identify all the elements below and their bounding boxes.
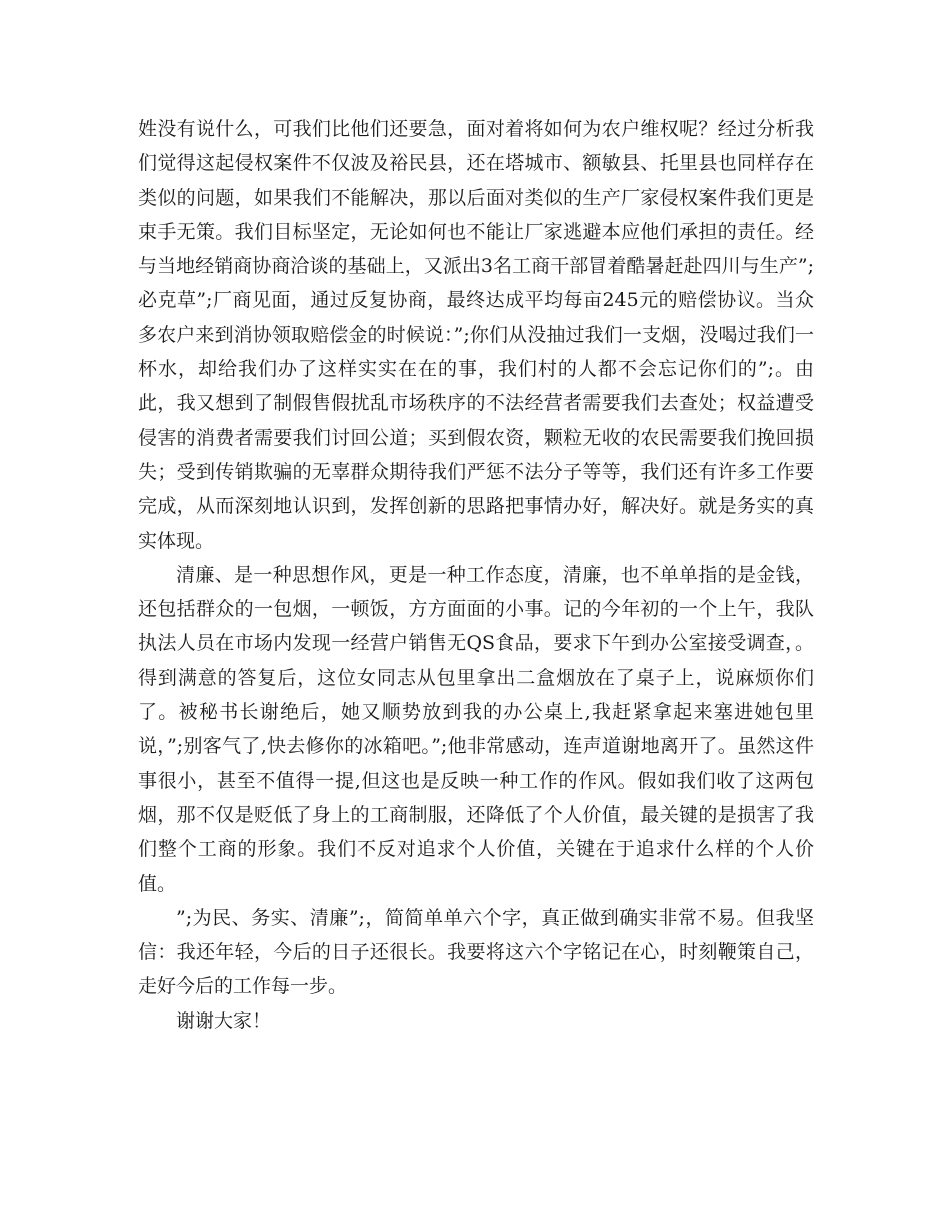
paragraph-conclusion: ”;为民、务实、清廉”;，简简单单六个字，真正做到确实非常不易。但我坚信：我还年轻，今后的日子还很长。我要将这六个字铭记在心，时刻鞭策自己，走好今后的工作每一步。 <box>138 906 814 998</box>
paragraph-integrity: 清廉、是一种思想作风，更是一种工作态度，清廉，也不单单指的是金钱，还包括群众的一包烟，一顿饭，方方面面的小事。记的今年初的一个上午，我队执法人员在市场内发现一经营户销售无QS食品，要求下午到办公室接受调查，。得到满意的答复后，这位女同志从包里拿出二盒烟放在了桌子上，说麻烦你们了。被秘书长谢绝后，她又顺势放到我的办公桌上,我赶紧拿起来塞进她包里说，”;别客气了,快去修你的冰箱吧。”;他非常感动，连声道谢地离开了。虽然这件事很小，甚至不值得一提,但这也是反映一种工作的作风。假如我们收了这两包烟，那不仅是贬低了身上的工商制服，还降低了个人价值，最关键的是损害了我们整个工商的形象。我们不反对追求个人价值，关键在于追求什么样的个人价值。 <box>138 563 814 895</box>
paragraph-thanks: 谢谢大家！ <box>176 1009 272 1032</box>
document-body <box>138 112 814 1038</box>
paragraph-continuation: 姓没有说什么，可我们比他们还要急，面对着将如何为农户维权呢？经过分析我们觉得这起侵权案件不仅波及裕民县，还在塔城市、额敏县、托里县也同样存在类似的问题，如果我们不能解决，那以后面对类似的生产厂家侵权案件我们更是束手无策。我们目标坚定，无论如何也不能让厂家逃避本应他们承担的责任。经与当地经销商协商洽谈的基础上，又派出3名工商干部冒着酷暑赶赴四川与生产”;必克草”;厂商见面，通过反复协商，最终达成平均每亩245元的赔偿协议。当众多农户来到消协领取赔偿金的时候说：”;你们从没抽过我们一支烟，没喝过我们一杯水，却给我们办了这样实实在在的事，我们村的人都不会忘记你们的”;。由此，我又想到了制假售假扰乱市场秩序的不法经营者需要我们去查处；权益遭受侵害的消费者需要我们讨回公道；买到假农资，颗粒无收的农民需要我们挽回损失；受到传销欺骗的无辜群众期待我们严惩不法分子等等，我们还有许多工作要完成，从而深刻地认识到，发挥创新的思路把事情办好，解决好。就是务实的真实体现。 <box>138 118 814 552</box>
